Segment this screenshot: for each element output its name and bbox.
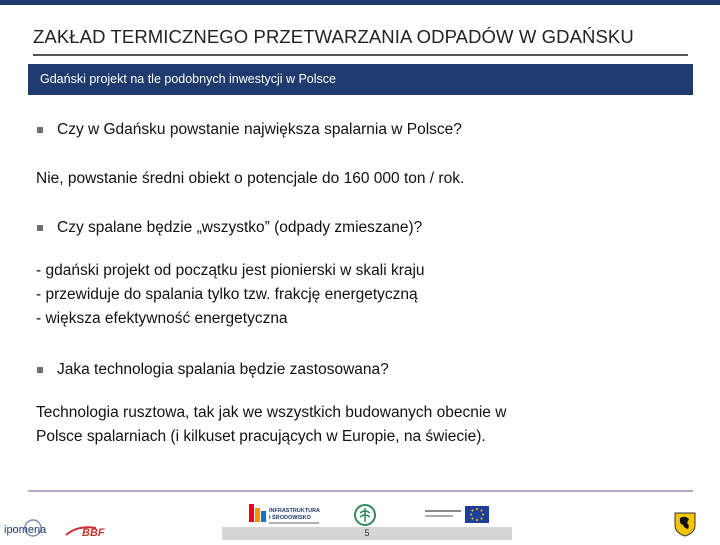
bbf-logo-text: BBF (82, 527, 105, 539)
subtitle-banner (28, 64, 693, 95)
infrastruktura-logo (248, 502, 326, 528)
answer-1: Nie, powstanie średni obiekt o potencjale do 160 000 ton / rok. (36, 170, 465, 187)
answer-2-line-3: - większa efektywność energetyczna (36, 310, 288, 327)
infra-logo-line-2: I ŚRODOWISKO (269, 515, 311, 521)
top-bar (0, 0, 720, 5)
pomorskie-crest-logo (673, 511, 697, 537)
square-bullet-icon (37, 367, 43, 373)
bbf-logo (64, 522, 114, 540)
eu-logo (425, 505, 491, 525)
answer-3-line-2: Polsce spalarniach (i kilkuset pracujących w Europie, na świecie). (36, 428, 486, 445)
title-divider (33, 54, 688, 56)
answer-3-line-1: Technologia rusztowa, tak jak we wszystkich budowanych obecnie w (36, 404, 507, 421)
question-1 (36, 121, 696, 139)
ipomena-logo (3, 518, 59, 538)
answer-2-line-1: - gdański projekt od początku jest pionierski w skali kraju (36, 262, 425, 279)
slide-content (36, 121, 696, 449)
subtitle-text: Gdański projekt na tle podobnych inwestycji w Polsce (40, 72, 336, 86)
question-2-text: Czy spalane będzie „wszystko” (odpady zmieszane)? (57, 219, 423, 236)
square-bullet-icon (37, 225, 43, 231)
question-1-text: Czy w Gdańsku powstanie największa spalarnia w Polsce? (57, 121, 462, 138)
square-bullet-icon (37, 127, 43, 133)
page-title: ZAKŁAD TERMICZNEGO PRZETWARZANIA ODPADÓW W GDAŃSKU (33, 26, 634, 47)
infra-logo-line-1: INFRASTRUKTURA (269, 508, 321, 514)
environment-fund-logo (353, 503, 377, 527)
page-number: 5 (222, 527, 512, 540)
question-3-text: Jaka technologia spalania będzie zastosowana? (57, 361, 389, 378)
footer-divider (28, 490, 693, 492)
question-3 (36, 361, 696, 379)
question-2 (36, 219, 696, 237)
ipomena-logo-text: ipomena (4, 524, 47, 536)
answer-2-line-2: - przewiduje do spalania tylko tzw. frakcję energetyczną (36, 286, 418, 303)
